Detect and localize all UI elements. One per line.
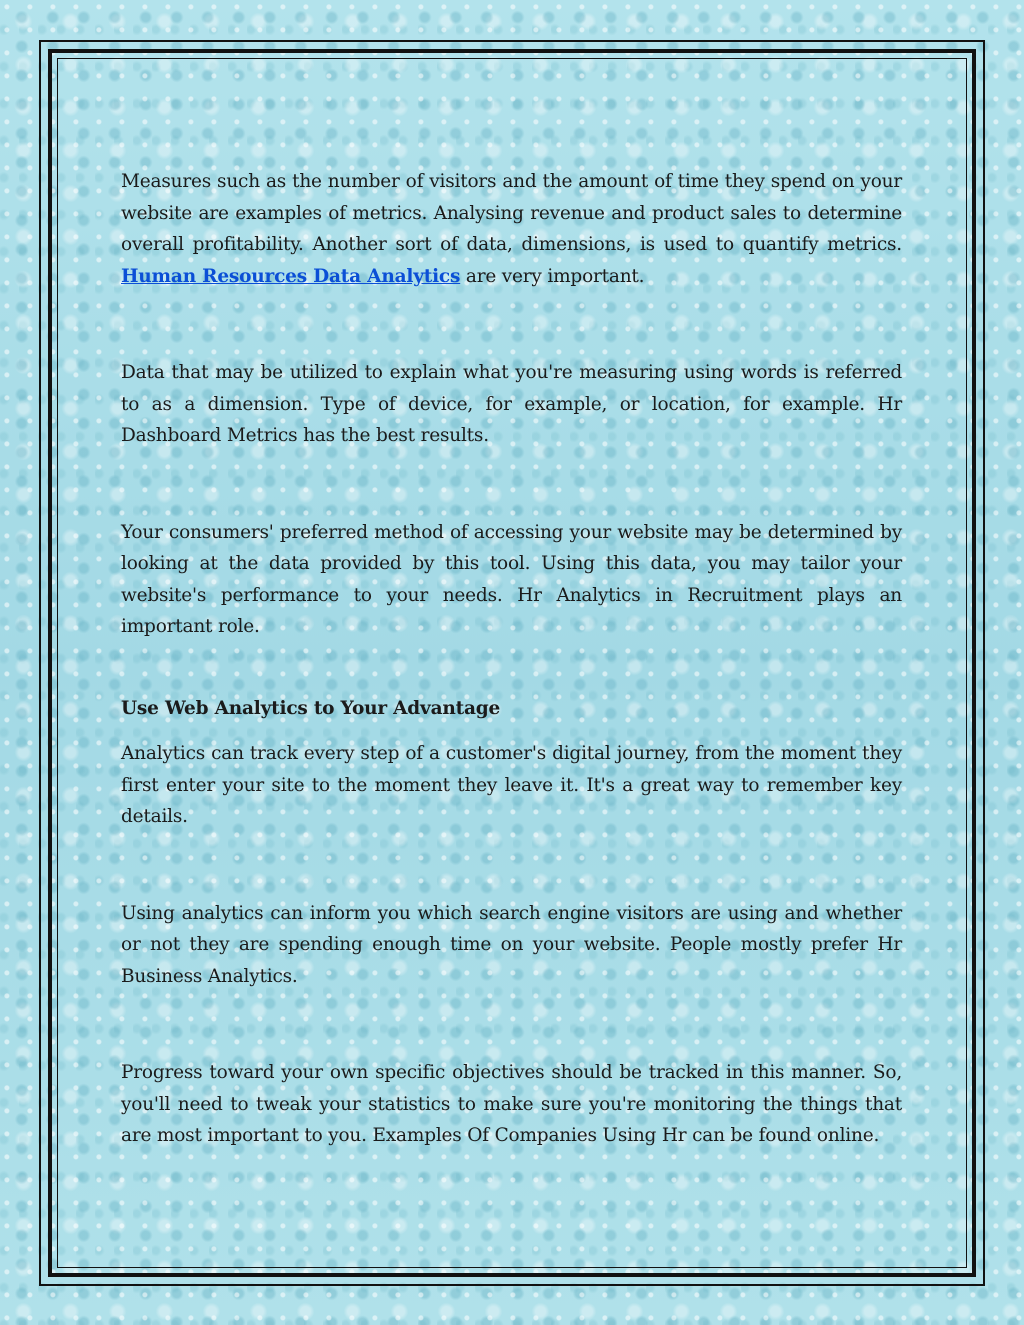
paragraph-consumers: Your consumers' preferred method of accessing your website may be determined by looking at the data provided by this tool. Using this data, you may tailor your website's performance to your needs. Hr Analytics in Recruitment plays an important role. [121,521,902,637]
hr-data-analytics-link[interactable]: Human Resources Data Analytics [121,265,461,287]
paragraph-customer-journey: Analytics can track every step of a customer's digital journey, from the moment they first enter your site to the moment they leave it. It's a great way to remember key details. [121,743,902,827]
document-body [121,166,902,1152]
paragraph-search-engine: Using analytics can inform you which search engine visitors are using and whether or not they are spending enough time on your website. People mostly prefer Hr Business Analytics. [121,902,902,987]
paragraph-dimensions: Data that may be utilized to explain what you're measuring using words is referred to as a dimension. Type of device, for example, or location, for example. Hr Dashboard Metrics has the best results. [121,362,902,446]
paragraph-metrics [121,166,902,292]
paragraph-objectives: Progress toward your own specific objectives should be tracked in this manner. So, you'll need to tweak your statistics to make sure you're monitoring the things that are most important to you. Examples Of Companies Using Hr can be found online. [121,1062,902,1146]
paragraph-metrics-tail: are very important. [460,265,645,287]
section-heading: Use Web Analytics to Your Advantage [121,697,501,719]
paragraph-metrics-text: Measures such as the number of visitors and the amount of time they spend on your website are examples of metrics. Analysing revenue and product sales to determine overall profitability. Another sort of data, dimensions, is used to quantify metrics. [121,171,902,255]
